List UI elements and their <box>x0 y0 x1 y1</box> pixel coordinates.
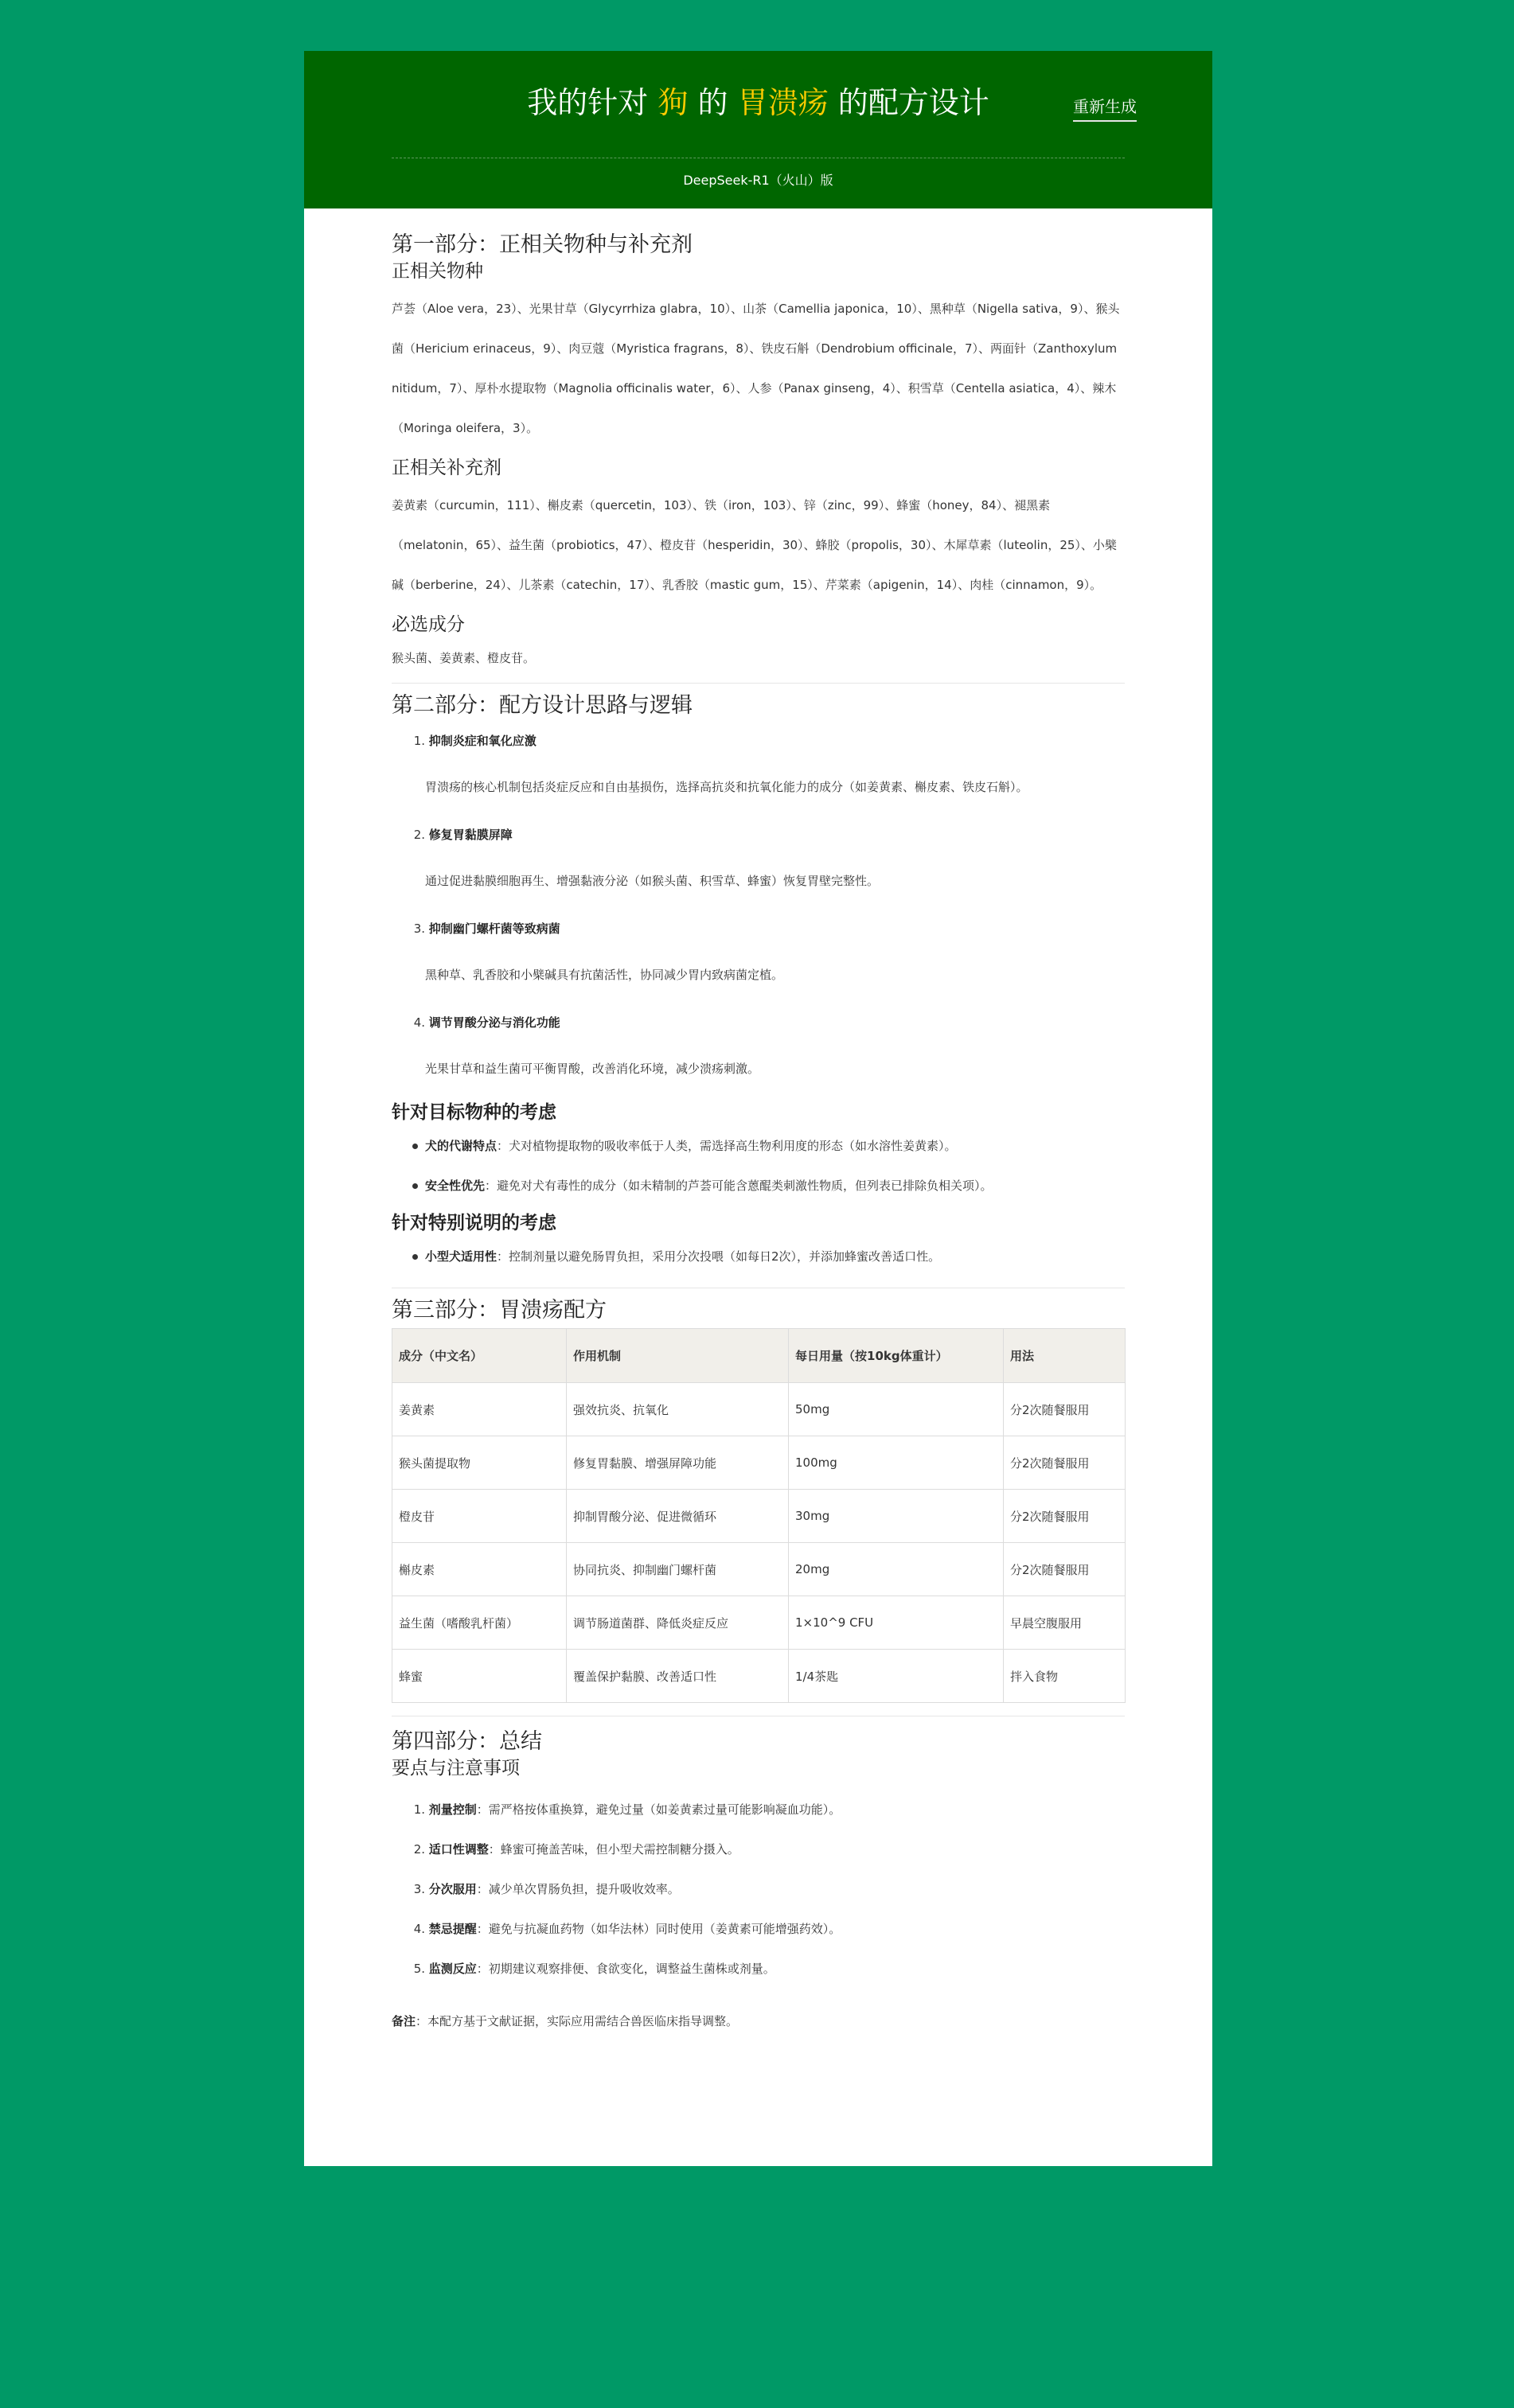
table-cell: 20mg <box>789 1543 1004 1596</box>
table-cell: 分2次随餐服用 <box>1004 1383 1126 1436</box>
title-suffix: 的配方设计 <box>837 85 989 120</box>
table-cell: 强效抗炎、抗氧化 <box>567 1383 789 1436</box>
table-cell: 益生菌（嗜酸乳杆菌） <box>392 1596 567 1650</box>
condition-highlight: 胃溃疡 <box>737 85 829 120</box>
step-title: 调节胃酸分泌与消化功能 <box>428 1015 560 1030</box>
column-header: 用法 <box>1004 1329 1126 1383</box>
formula-table <box>392 1328 1126 1703</box>
part4-heading: 第四部分：总结 <box>392 1729 542 1754</box>
part1-heading: 第一部分：正相关物种与补充剂 <box>392 232 693 257</box>
title-mid: 的 <box>697 85 728 120</box>
part2-heading: 第二部分：配方设计思路与逻辑 <box>392 693 693 718</box>
table-cell: 1×10^9 CFU <box>789 1596 1004 1650</box>
table-cell: 分2次随餐服用 <box>1004 1436 1126 1490</box>
table-cell: 橙皮苷 <box>392 1490 567 1543</box>
table-cell: 调节肠道菌群、降低炎症反应 <box>567 1596 789 1650</box>
notes-list <box>392 1790 1125 1989</box>
list-item: 小型犬适用性：控制剂量以避免肠胃负担，采用分次投喂（如每日2次），并添加蜂蜜改善适口性。 <box>392 1237 1125 1276</box>
special-notes-list <box>392 1237 1125 1276</box>
table-cell: 协同抗炎、抑制幽门螺杆菌 <box>567 1543 789 1596</box>
title-prefix: 我的针对 <box>527 85 649 120</box>
design-steps <box>392 727 1125 1083</box>
formula-card <box>304 51 1212 2166</box>
table-cell: 分2次随餐服用 <box>1004 1543 1126 1596</box>
table-cell: 100mg <box>789 1436 1004 1490</box>
list-item: 犬的代谢特点：犬对植物提取物的吸收率低于人类，需选择高生物利用度的形态（如水溶性姜黄素）。 <box>392 1126 1125 1166</box>
table-cell: 蜂蜜 <box>392 1650 567 1703</box>
design-step: 3. 抑制幽门螺杆菌等致病菌 黑种草、乳香胶和小檗碱具有抗菌活性，协同减少胃内致病菌定植。 <box>392 914 1125 989</box>
table-header-row <box>392 1329 1126 1383</box>
column-header: 成分（中文名） <box>392 1329 567 1383</box>
table-row <box>392 1490 1126 1543</box>
special-notes-heading: 针对特别说明的考虑 <box>392 1213 556 1233</box>
required-text: 猴头菌、姜黄素、橙皮苷。 <box>392 651 536 665</box>
table-cell: 早晨空腹服用 <box>1004 1596 1126 1650</box>
table-row <box>392 1596 1126 1650</box>
required-heading: 必选成分 <box>392 614 465 635</box>
step-desc: 胃溃疡的核心机制包括炎症反应和自由基损伤，选择高抗炎和抗氧化能力的成分（如姜黄素、槲皮素、铁皮石斛）。 <box>425 780 1028 794</box>
species-text: 芦荟（Aloe vera，23）、光果甘草（Glycyrrhiza glabra，10）、山茶（Camellia japonica，10）、黑种草（Nigella sativa，9）、猴头菌（Hericium erinaceus，9）、肉豆蔻（Myristica fragrans，8）、铁皮石斛（Dendrobium officinale，7）、两面针（Zanthoxylum nitidum，7）、厚朴水提取物（Magnolia officinalis water，6）、人参（Panax ginseng，4）、积雪草（Centella asiatica，4）、辣木（Moringa oleifera，3）。 <box>392 302 1120 435</box>
note-item: 2. 适口性调整：蜂蜜可掩盖苦味，但小型犬需控制糖分摄入。 <box>413 1842 739 1857</box>
design-step: 4. 调节胃酸分泌与消化功能 光果甘草和益生菌可平衡胃酸，改善消化环境，减少溃疡刺激。 <box>392 1008 1125 1083</box>
table-row <box>392 1543 1126 1596</box>
notes-heading: 要点与注意事项 <box>392 1758 520 1779</box>
design-step: 2. 修复胃黏膜屏障 通过促进黏膜细胞再生、增强黏液分泌（如猴头菌、积雪草、蜂蜜）恢复胃壁完整性。 <box>392 820 1125 895</box>
note-item: 5. 监测反应：初期建议观察排便、食欲变化，调整益生菌株或剂量。 <box>413 1962 775 1976</box>
model-subtitle: DeepSeek-R1（火山）版 <box>683 173 833 188</box>
step-desc: 光果甘草和益生菌可平衡胃酸，改善消化环境，减少溃疡刺激。 <box>425 1062 760 1076</box>
species-heading: 正相关物种 <box>392 261 483 282</box>
table-row <box>392 1436 1126 1490</box>
table-cell: 修复胃黏膜、增强屏障功能 <box>567 1436 789 1490</box>
list-item: 安全性优先：避免对犬有毒性的成分（如未精制的芦荟可能含蒽醌类刺激性物质，但列表已排除负相关项）。 <box>392 1166 1125 1206</box>
table-cell: 1/4茶匙 <box>789 1650 1004 1703</box>
page-header <box>304 51 1212 208</box>
note-item: 1. 剂量控制：需严格按体重换算，避免过量（如姜黄素过量可能影响凝血功能）。 <box>413 1802 841 1817</box>
remark: 备注：本配方基于文献证据，实际应用需结合兽医临床指导调整。 <box>392 2014 739 2028</box>
target-species-heading: 针对目标物种的考虑 <box>392 1102 556 1123</box>
table-cell: 50mg <box>789 1383 1004 1436</box>
table-cell: 姜黄素 <box>392 1383 567 1436</box>
column-header: 每日用量（按10kg体重计） <box>789 1329 1004 1383</box>
design-step: 1. 抑制炎症和氧化应激 胃溃疡的核心机制包括炎症反应和自由基损伤，选择高抗炎和抗氧化能力的成分（如姜黄素、槲皮素、铁皮石斛）。 <box>392 727 1125 801</box>
table-cell: 分2次随餐服用 <box>1004 1490 1126 1543</box>
column-header: 作用机制 <box>567 1329 789 1383</box>
note-item: 3. 分次服用：减少单次胃肠负担，提升吸收效率。 <box>413 1882 680 1896</box>
step-title: 修复胃黏膜屏障 <box>428 828 513 842</box>
table-row <box>392 1383 1126 1436</box>
supplements-text: 姜黄素（curcumin，111）、槲皮素（quercetin，103）、铁（iron，103）、锌（zinc，99）、蜂蜜（honey，84）、褪黑素（melatonin，65）、益生菌（probiotics，47）、橙皮苷（hesperidin，30）、蜂胶（propolis，30）、木犀草素（luteolin，25）、小檗碱（berberine，24）、儿茶素（catechin，17）、乳香胶（mastic gum，15）、芹菜素（apigenin，14）、肉桂（cinnamon，9）。 <box>392 498 1117 592</box>
step-title: 抑制幽门螺杆菌等致病菌 <box>428 922 560 936</box>
section-divider <box>392 683 1125 684</box>
table-cell: 抑制胃酸分泌、促进微循环 <box>567 1490 789 1543</box>
table-cell: 30mg <box>789 1490 1004 1543</box>
table-cell: 猴头菌提取物 <box>392 1436 567 1490</box>
step-desc: 黑种草、乳香胶和小檗碱具有抗菌活性，协同减少胃内致病菌定植。 <box>425 968 784 982</box>
table-cell: 槲皮素 <box>392 1543 567 1596</box>
species-highlight: 狗 <box>657 85 689 120</box>
article-content <box>392 231 1125 2041</box>
supplements-heading: 正相关补充剂 <box>392 458 501 478</box>
table-cell: 拌入食物 <box>1004 1650 1126 1703</box>
step-desc: 通过促进黏膜细胞再生、增强黏液分泌（如猴头菌、积雪草、蜂蜜）恢复胃壁完整性。 <box>425 874 880 888</box>
regenerate-button[interactable]: 重新生成 <box>1073 94 1137 122</box>
table-row <box>392 1650 1126 1703</box>
part3-heading: 第三部分：胃溃疡配方 <box>392 1298 607 1323</box>
table-cell: 覆盖保护黏膜、改善适口性 <box>567 1650 789 1703</box>
note-item: 4. 禁忌提醒：避免与抗凝血药物（如华法林）同时使用（姜黄素可能增强药效）。 <box>413 1922 841 1936</box>
step-title: 抑制炎症和氧化应激 <box>428 734 537 748</box>
target-species-list <box>392 1126 1125 1206</box>
